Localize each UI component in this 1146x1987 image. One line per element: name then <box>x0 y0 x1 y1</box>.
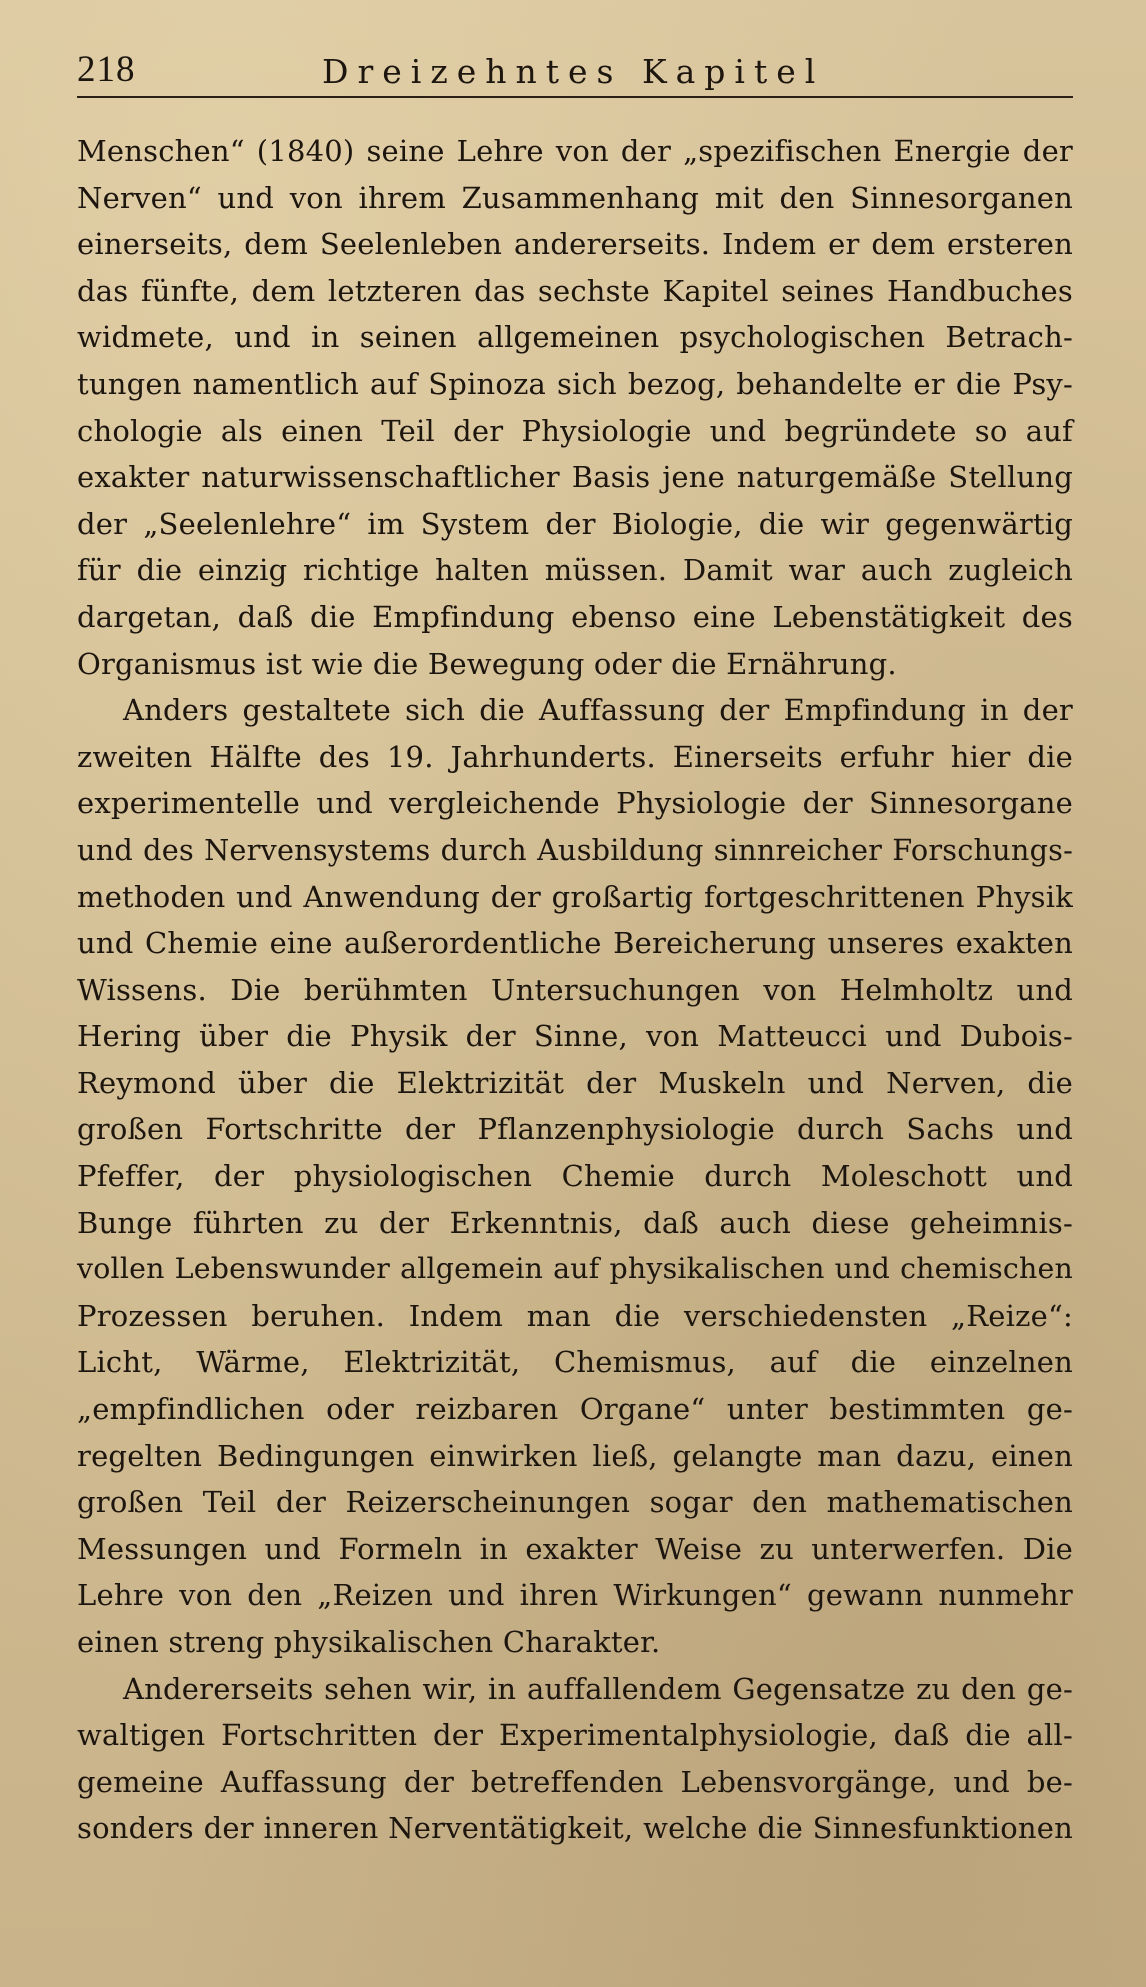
text-line: Hering über die Physik der Sinne, von Matteucci und Dubois- <box>77 1019 1073 1054</box>
text-line: Bunge führten zu der Erkenntnis, daß auch diese geheimnis- <box>77 1205 1073 1240</box>
text-line: Licht, Wärme, Elektrizität, Chemismus, auf die einzelnen <box>77 1345 1073 1380</box>
text-line: Lehre von den „Reizen und ihren Wirkungen“ gewann nunmehr <box>77 1578 1073 1613</box>
page-header <box>77 48 1073 98</box>
text-line: waltigen Fortschritten der Experimentalphysiologie, daß die all- <box>77 1718 1073 1753</box>
text-line: Menschen“ (1840) seine Lehre von der „spezifischen Energie der <box>77 134 1073 168</box>
text-line: großen Teil der Reizerscheinungen sogar den mathematischen <box>77 1485 1073 1520</box>
text-line: für die einzig richtige halten müssen. Damit war auch zugleich <box>77 553 1073 588</box>
text-line: exakter naturwissenschaftlicher Basis jene naturgemäße Stellung <box>77 460 1073 495</box>
paragraph-3 <box>77 1666 1073 1852</box>
text-line: großen Fortschritte der Pflanzenphysiologie durch Sachs und <box>77 1112 1073 1147</box>
text-line: das fünfte, dem letzteren das sechste Kapitel seines Handbuches <box>77 273 1073 308</box>
text-line: methoden und Anwendung der großartig fortgeschrittenen Physik <box>77 879 1073 914</box>
text-line: der „Seelenlehre“ im System der Biologie, die wir gegenwärtig <box>77 506 1073 541</box>
page-number: 218 <box>77 49 136 90</box>
running-head: Dreizehntes Kapitel <box>322 52 825 91</box>
paragraph-1 <box>77 128 1073 687</box>
text-line: „empfindlichen oder reizbaren Organe“ unter bestimmten ge- <box>77 1392 1073 1427</box>
body-text <box>77 128 1073 1852</box>
text-line: vollen Lebenswunder allgemein auf physikalischen und chemischen <box>77 1252 1073 1286</box>
text-line: Messungen und Formeln in exakter Weise zu unterwerfen. Die <box>77 1531 1073 1566</box>
text-line: gemeine Auffassung der betreffenden Lebensvorgänge, und be- <box>77 1764 1073 1799</box>
text-line: regelten Bedingungen einwirken ließ, gelangte man dazu, einen <box>77 1438 1073 1473</box>
text-line: Andererseits sehen wir, in auffallendem Gegensatze zu den ge- <box>123 1671 1073 1706</box>
text-line: Organismus ist wie die Bewegung oder die Ernährung. <box>77 646 897 681</box>
text-line: tungen namentlich auf Spinoza sich bezog, behandelte er die Psy- <box>77 366 1073 401</box>
text-line: chologie als einen Teil der Physiologie und begründete so auf <box>77 413 1073 448</box>
text-line: Prozessen beruhen. Indem man die verschiedensten „Reize“: <box>77 1298 1073 1333</box>
text-line: Anders gestaltete sich die Auffassung der Empfindung in der <box>123 693 1073 728</box>
text-line: einerseits, dem Seelenleben andererseits. Indem er dem ersteren <box>77 227 1073 262</box>
text-line: experimentelle und vergleichende Physiologie der Sinnesorgane <box>77 786 1073 821</box>
text-line: und des Nervensystems durch Ausbildung sinnreicher Forschungs- <box>77 832 1073 867</box>
text-line: zweiten Hälfte des 19. Jahrhunderts. Einerseits erfuhr hier die <box>77 739 1073 774</box>
text-line: einen streng physikalischen Charakter. <box>77 1625 661 1659</box>
text-line: und Chemie eine außerordentliche Bereicherung unseres exakten <box>77 926 1073 961</box>
text-line: Nerven“ und von ihrem Zusammenhang mit den Sinnesorganen <box>77 180 1073 215</box>
text-line: dargetan, daß die Empfindung ebenso eine Lebenstätigkeit des <box>77 599 1073 634</box>
text-line: Pfeffer, der physiologischen Chemie durch Moleschott und <box>77 1159 1073 1194</box>
paragraph-2 <box>77 687 1073 1665</box>
text-line: widmete, und in seinen allgemeinen psychologischen Betrach- <box>77 320 1073 355</box>
header-rule <box>77 96 1073 98</box>
text-line: sonders der inneren Nerventätigkeit, welche die Sinnesfunktionen <box>77 1811 1073 1846</box>
text-line: Wissens. Die berühmten Untersuchungen von Helmholtz und <box>77 972 1073 1007</box>
text-line: Reymond über die Elektrizität der Muskeln und Nerven, die <box>77 1065 1073 1100</box>
